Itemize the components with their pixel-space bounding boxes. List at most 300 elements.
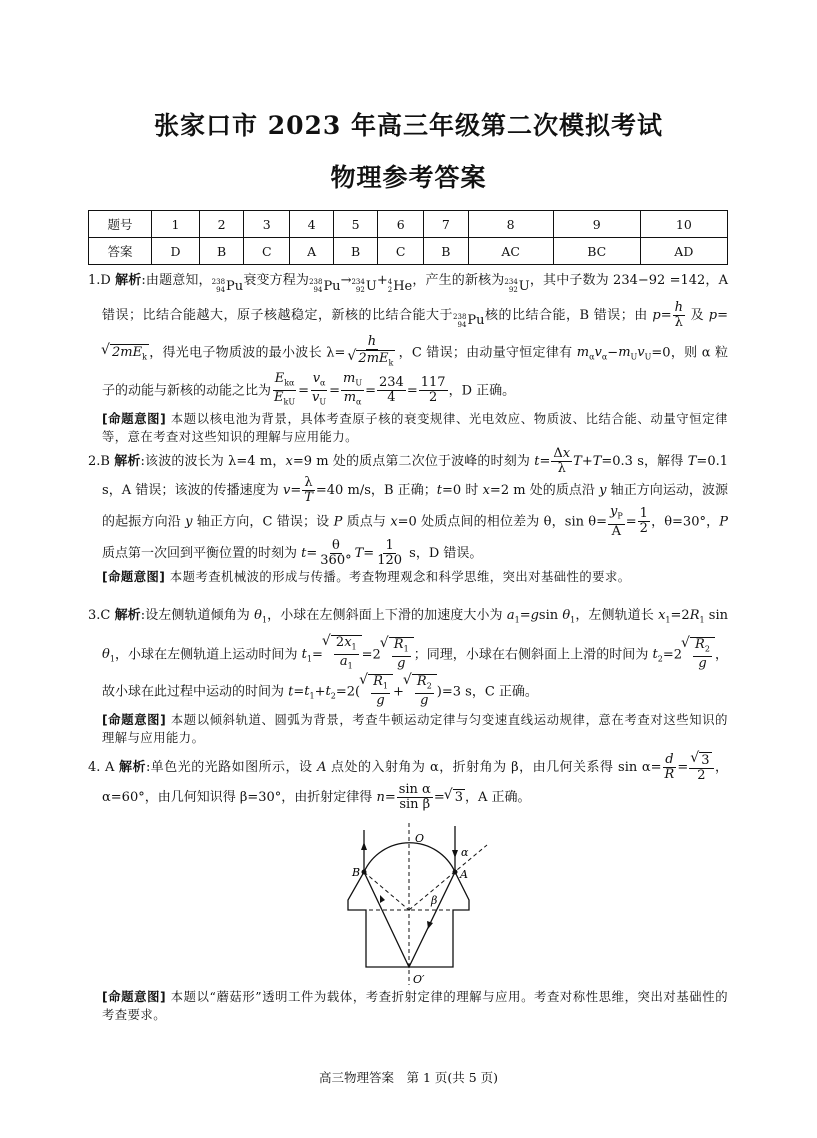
text-run: Δ <box>553 446 563 461</box>
text-run: θ <box>332 537 340 553</box>
text-run: = <box>329 383 341 399</box>
solution-text <box>88 752 728 812</box>
intent-label: [命题意图] <box>102 569 166 584</box>
variable: g <box>420 693 429 709</box>
formula-group <box>701 753 709 768</box>
question-4-intent <box>88 988 728 1024</box>
text-run: ；同理，小球在右侧斜面上上滑的时间为 <box>413 647 653 663</box>
label-beta: β <box>431 894 438 907</box>
text-run: λ <box>674 314 683 330</box>
text-run: = <box>293 684 305 700</box>
fraction <box>310 372 328 410</box>
variable: y <box>185 514 193 530</box>
text-run: λ <box>557 461 566 476</box>
page-title: 张家口市 2023 年高三年级第二次模拟考试 <box>154 111 663 140</box>
variable: t <box>436 483 443 498</box>
answer-cell: C <box>244 238 290 265</box>
label-o: O <box>415 832 425 845</box>
text-run: :该波的波长为 λ=4 m， <box>140 454 286 469</box>
fraction <box>272 372 297 410</box>
intent-text: 本题以核电池为背景，具体考查原子核的衰变规律、光电效应、物质波、比结合能、动量守恒定律等，意在考查对这些知识的理解与应用能力。 <box>102 412 728 445</box>
text-run: 2 <box>335 634 345 650</box>
numerator <box>341 372 364 392</box>
label-alpha: α <box>461 846 469 859</box>
text-run: 4 <box>387 390 396 406</box>
denominator <box>663 768 677 782</box>
text-run: = <box>677 760 689 775</box>
table-row-numbers <box>89 211 728 238</box>
question-number: 6 <box>378 211 424 238</box>
text-run: =0.3 s，解得 <box>601 454 688 469</box>
label-a: A <box>460 868 468 881</box>
text-run: 117 <box>420 375 446 391</box>
square-root <box>356 350 395 371</box>
question-2 <box>88 447 728 586</box>
formula-group <box>348 351 395 366</box>
formula-group <box>420 693 428 708</box>
question-number: 4 <box>290 211 334 238</box>
nuclide-numbers: 238 94 <box>211 278 226 294</box>
formula-group <box>695 637 710 652</box>
answer-cell: C <box>378 238 424 265</box>
text-run: = <box>625 514 637 530</box>
text-run: =9 m 处的质点第二次位于波峰的时刻为 <box>292 454 535 469</box>
question-number: 9 <box>553 211 640 238</box>
variable: $a_1$ <box>339 654 353 671</box>
variable: x <box>482 483 490 498</box>
variable: n <box>376 790 385 805</box>
text-run: s，D 错误。 <box>405 545 483 561</box>
text-run: 2 <box>639 521 648 537</box>
text-run: =40 m/s，B 正确； <box>315 483 437 498</box>
denominator <box>302 491 315 505</box>
arrow-icon <box>380 895 385 903</box>
variable: $v_U$ <box>312 390 327 408</box>
denominator <box>318 554 353 568</box>
text-run: ，θ=30°， <box>650 514 720 530</box>
nuclide-numbers: 234 92 <box>351 278 365 294</box>
variable: $x_1$ <box>658 608 671 625</box>
text-run: =0 处质点间的相位差为 θ，sin θ= <box>397 514 607 530</box>
formula-group <box>379 375 404 390</box>
solution-text <box>88 601 728 711</box>
denominator <box>272 391 297 410</box>
formula-group <box>370 673 391 709</box>
text-run: )=3 s，C 正确。 <box>436 684 538 700</box>
denominator <box>338 655 355 674</box>
formula-group <box>455 790 463 805</box>
label-analysis: 解析 <box>115 273 142 288</box>
text-run: = <box>717 307 728 323</box>
question-number: 3 <box>244 211 290 238</box>
text-run: = <box>306 545 318 561</box>
fraction <box>392 638 411 672</box>
fraction <box>377 376 406 405</box>
fraction <box>638 507 650 536</box>
intent-note <box>88 410 728 446</box>
variable: P <box>719 514 729 530</box>
formula-group <box>336 635 357 650</box>
variable: $R_1$ <box>373 673 388 691</box>
answer-cell: AC <box>468 238 553 265</box>
variable: T <box>592 454 602 469</box>
variable: x <box>562 446 571 461</box>
formula-group <box>394 637 409 652</box>
fraction <box>375 539 404 568</box>
denominator <box>374 694 386 708</box>
question-1 <box>88 266 728 446</box>
text-run: sin <box>704 608 728 623</box>
text-run: =0，则 α 粒子的动能与新核的动能之比为 <box>102 345 728 399</box>
formula-group <box>553 446 570 461</box>
row-label: 题号 <box>89 211 152 238</box>
label-analysis: 解析 <box>114 608 141 623</box>
variable: $v_\alpha$ <box>594 345 608 362</box>
variable: $R_1$ <box>393 636 409 654</box>
denominator <box>638 522 650 536</box>
denominator <box>418 694 430 708</box>
fraction <box>397 783 433 812</box>
fraction <box>302 476 315 505</box>
point-b <box>362 870 367 875</box>
fraction <box>608 505 625 539</box>
text-run: = <box>519 608 531 623</box>
variable: g <box>698 656 707 672</box>
denominator <box>397 798 432 812</box>
solution-text <box>88 447 728 568</box>
text-run: + <box>314 684 326 700</box>
arrow-down-icon <box>452 850 458 858</box>
text-run: =0 时 <box>442 483 483 498</box>
text-run: = <box>539 454 551 469</box>
text-run: 核的比结合能，B 错误；由 <box>484 307 653 323</box>
variable: h <box>367 334 377 349</box>
text-run: + <box>581 454 593 469</box>
text-run: − <box>607 345 619 361</box>
question-number: 8 <box>468 211 553 238</box>
numerator <box>551 447 572 462</box>
formula-group <box>385 538 393 553</box>
numerator <box>419 376 448 391</box>
denominator <box>375 554 404 568</box>
text-run: = <box>290 483 302 498</box>
square-root <box>453 789 465 805</box>
text-run: 及 <box>685 307 709 323</box>
label-analysis: 解析 <box>119 760 146 775</box>
denominator <box>342 391 364 410</box>
text-run: 质点与 <box>342 514 391 530</box>
formula-group <box>313 371 326 386</box>
text-run: 234 <box>379 375 404 391</box>
text-run: = <box>406 383 418 399</box>
arrow-icon <box>427 921 433 929</box>
formula-group <box>675 300 683 315</box>
text-run: =2 m 处的质点沿 <box>489 483 600 498</box>
text-run: sin β <box>399 797 431 812</box>
text-run: ，产生的新核为 <box>412 273 505 288</box>
nuclide: 234 92 U <box>504 278 530 294</box>
formula-group <box>691 753 711 768</box>
formula-group <box>391 636 412 672</box>
variable: $m_\alpha$ <box>343 390 362 408</box>
variable: $m_\alpha$ <box>576 345 595 362</box>
variable: T <box>687 454 697 469</box>
variable: g <box>530 608 539 623</box>
denominator <box>346 350 397 371</box>
text-run: ，小球在左侧斜面上下滑的加速度大小为 <box>267 608 507 623</box>
numerator <box>371 675 390 695</box>
numerator <box>673 301 685 316</box>
nuclide-numbers: 238 94 <box>309 278 323 294</box>
point-a <box>453 870 458 875</box>
variable: $R_2$ <box>695 636 710 654</box>
text-run: 3 <box>454 790 464 805</box>
formula-group <box>275 371 295 386</box>
intent-label: [命题意图] <box>102 712 167 727</box>
formula-group <box>112 345 147 360</box>
numerator <box>377 376 406 391</box>
text-run: 质点第一次回到平衡位置的时刻为 <box>102 545 302 561</box>
square-root <box>389 637 414 672</box>
label-b: B <box>352 866 361 879</box>
numerator <box>383 539 395 554</box>
text-run: = <box>433 790 445 805</box>
variable: $t_2$ <box>652 647 663 664</box>
fraction <box>663 753 677 782</box>
variable: p <box>652 307 661 323</box>
numerator <box>311 372 328 392</box>
denominator <box>385 391 397 405</box>
page-subtitle: 物理参考答案 <box>330 163 487 192</box>
nuclide-numbers: 238 94 <box>453 312 467 329</box>
intent-note <box>88 988 728 1024</box>
formula-group <box>665 752 673 767</box>
formula-group <box>429 390 437 405</box>
nuclide: 238 94 Pu <box>309 278 341 294</box>
variable: $t_2$ <box>325 684 336 701</box>
nuclide: 238 94 Pu <box>211 278 244 294</box>
text-run: 1 <box>385 537 394 553</box>
solution-text <box>88 266 728 410</box>
variable: $E_{kU}$ <box>274 390 296 408</box>
text-run: ，α=60°，由几何知识得 β=30°，由折射定律得 <box>102 760 728 805</box>
variable: d <box>665 752 674 767</box>
variable: T <box>354 545 364 561</box>
variable: $a_1$ <box>506 608 520 625</box>
text-run: ，故小球在此过程中运动的时间为 <box>102 647 728 700</box>
text-run: = <box>363 545 375 561</box>
formula-group <box>377 553 402 568</box>
text-run: ，左侧轨道长 <box>575 608 659 623</box>
answer-cell: BC <box>553 238 640 265</box>
formula-group <box>304 475 312 490</box>
formula-group <box>304 490 313 505</box>
variable: $y_P$ <box>609 504 623 521</box>
text-run: ，A 正确。 <box>465 790 531 805</box>
formula-group <box>421 375 446 390</box>
variable: $\theta_1$ <box>102 647 115 664</box>
formula-group <box>640 506 648 521</box>
text-run: λ <box>304 475 313 490</box>
nuclide-numbers: 4 2 <box>387 278 393 294</box>
numerator <box>608 505 625 525</box>
numerator <box>334 636 359 656</box>
variable: h <box>674 299 683 315</box>
fraction <box>415 675 434 709</box>
fraction <box>346 335 397 371</box>
answer-cell: D <box>152 238 200 265</box>
variable: x <box>390 514 398 530</box>
square-root <box>110 344 149 365</box>
nuclide: 234 92 U <box>351 278 377 294</box>
text-run: 2 <box>429 390 438 406</box>
text-run: :设左侧轨道倾角为 <box>140 608 255 623</box>
numerator <box>689 752 713 769</box>
fraction <box>689 752 713 783</box>
light-path-diagram <box>330 820 510 985</box>
formula-group <box>387 390 395 405</box>
formula-group <box>399 782 431 797</box>
variable: p <box>708 307 718 323</box>
text-run: ，得光电子物质波的最小波长 λ= <box>148 345 346 361</box>
formula-group <box>368 334 376 349</box>
formula-group <box>692 636 713 672</box>
text-run: 2 <box>697 768 706 783</box>
formula-group <box>274 390 296 408</box>
formula-group <box>558 461 566 476</box>
nuclide: 4 2 He <box>387 278 413 294</box>
variable: $2mE_k$ <box>358 351 394 368</box>
fraction <box>551 447 572 476</box>
formula-group <box>612 524 621 539</box>
arrow-up-icon <box>361 842 367 850</box>
denominator <box>610 525 623 539</box>
text-run: ，D 正确。 <box>448 383 516 399</box>
formula-group <box>312 390 327 408</box>
denominator <box>427 391 439 405</box>
text-run: 衰变方程为 <box>243 273 310 288</box>
label-analysis: 解析 <box>114 454 141 469</box>
text-run: ，其中子数为 234−92 =142，A 错误；比结合能越大，原子核越稳定，新核的比结合能大于 <box>102 273 728 323</box>
formula-group <box>358 351 393 366</box>
formula-group <box>697 768 705 783</box>
label-o-prime: O′ <box>413 973 425 985</box>
question-3 <box>88 601 728 747</box>
page-footer: 高三物理答案 第 1 页(共 5 页) <box>318 1070 499 1085</box>
square-root <box>368 674 393 709</box>
text-run: = <box>660 307 672 323</box>
question-number: 10 <box>640 211 727 238</box>
text-run: =2 <box>670 608 690 623</box>
answer-cell: A <box>290 238 334 265</box>
text-run: 120 <box>377 552 403 568</box>
text-run: + <box>392 684 404 700</box>
formula-group <box>414 673 435 709</box>
normal-a <box>409 845 487 910</box>
text-run: 轴正方向，C 错误；设 <box>192 514 334 530</box>
numerator <box>273 372 297 392</box>
fraction <box>419 376 448 405</box>
answer-cell: AD <box>640 238 727 265</box>
variable: $R_1$ <box>689 608 705 625</box>
variable: A <box>317 760 327 775</box>
variable: $R_2$ <box>416 673 432 691</box>
text-run: = <box>365 383 377 399</box>
intent-note <box>88 568 728 586</box>
fraction <box>334 636 359 674</box>
text-run: + <box>376 273 388 288</box>
formula-group <box>332 538 340 553</box>
variable: $v_U$ <box>637 345 652 362</box>
formula-group <box>665 767 675 782</box>
numerator <box>415 675 434 695</box>
fraction <box>673 301 685 330</box>
denominator <box>310 391 328 410</box>
numerator <box>302 476 314 491</box>
fraction <box>693 638 712 672</box>
formula-group <box>610 504 623 519</box>
text-run: =2( <box>335 684 361 700</box>
variable: $m_U$ <box>618 345 638 362</box>
text-run: 轴正方向运动，波源的起振方向沿 <box>102 483 729 530</box>
text-run: = <box>312 647 323 663</box>
intent-text: 本题以倾斜轨道、圆弧为背景，考查牛顿运动定律与匀变速直线运动规律，意在考查对这些知识的理解与应用能力。 <box>102 712 728 745</box>
variable: R <box>664 767 675 782</box>
formula-group <box>343 371 362 386</box>
text-run: 3 <box>701 753 710 768</box>
square-root <box>331 635 362 674</box>
variable: P <box>333 514 343 530</box>
question-4 <box>88 752 728 812</box>
formula-group <box>320 553 351 568</box>
answer-cell: B <box>333 238 377 265</box>
numerator <box>693 638 712 658</box>
variable: $t_1$ <box>304 684 315 701</box>
numerator <box>366 335 378 350</box>
text-run: sin <box>538 608 563 623</box>
text-run: 1 <box>639 506 648 522</box>
square-root <box>699 752 711 768</box>
formula-group <box>397 656 405 671</box>
formula-group <box>340 654 353 669</box>
question-number: 1 <box>152 211 200 238</box>
square-root <box>690 637 715 672</box>
formula-group <box>417 674 432 689</box>
text-run: :由题意知， <box>141 273 212 288</box>
variable: g <box>376 693 385 709</box>
formula-group <box>675 315 683 330</box>
fraction <box>318 539 353 568</box>
variable: t <box>301 545 307 561</box>
text-run: =2 <box>662 647 683 663</box>
answer-cell: B <box>199 238 243 265</box>
fraction <box>341 372 364 410</box>
formula-group <box>640 521 648 536</box>
variable: $t_1$ <box>301 647 312 664</box>
intent-text: 本题以“蘑菇形”透明工件为载体，考查折射定律的理解与应用。考查对称性思维，突出对基础性的考查要求。 <box>102 990 728 1022</box>
variable: $v_\alpha$ <box>312 370 326 388</box>
text-run: A <box>611 523 622 539</box>
text-run: = <box>384 790 396 805</box>
variable: $E_{k\alpha}$ <box>274 370 295 388</box>
nuclide-numbers: 234 92 <box>504 278 518 294</box>
fraction <box>371 675 390 709</box>
variable: x <box>285 454 293 469</box>
table-row-answers <box>89 238 728 265</box>
answer-cell: B <box>424 238 468 265</box>
text-run: 3.C <box>88 608 115 623</box>
denominator <box>556 462 568 476</box>
